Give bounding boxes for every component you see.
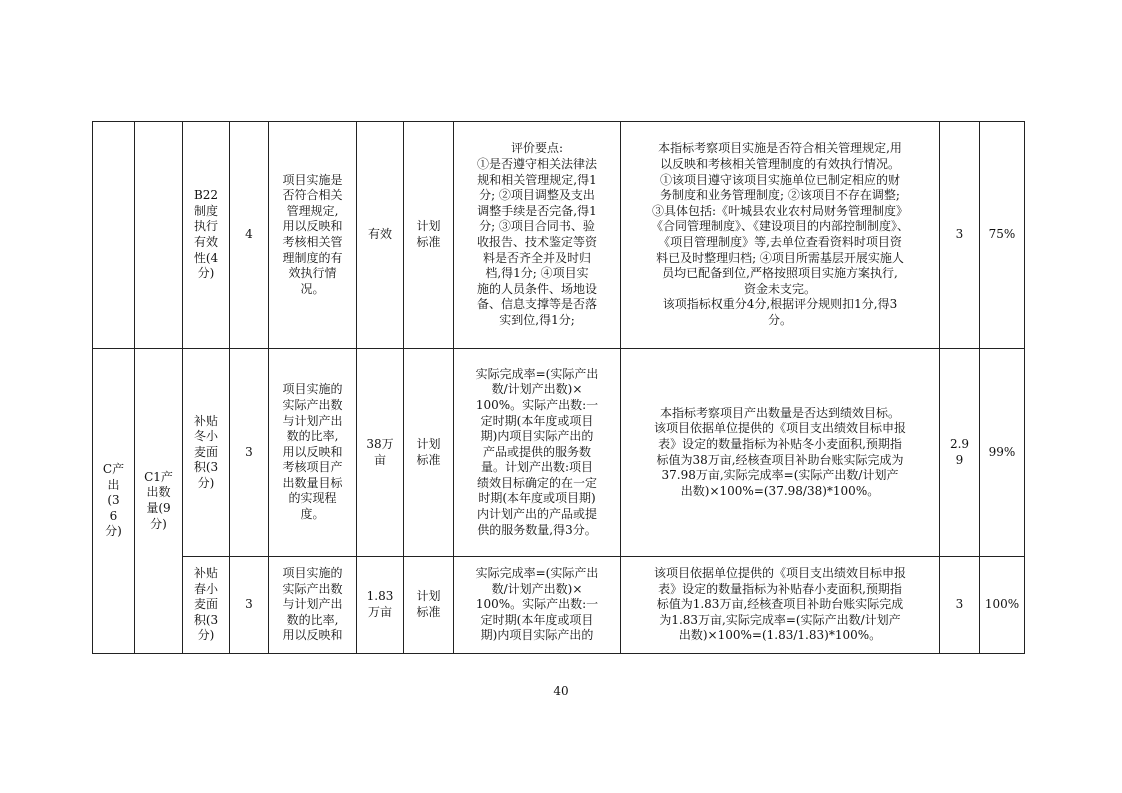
- indicator-meaning-cell: 项目实施的 实际产出数 与计划产出 数的比率, 用以反映和 考核项目产 出数量目标 的实现程 度。: [269, 349, 357, 557]
- target-value-cell: 38万 亩: [357, 349, 404, 557]
- target-value-cell: 1.83 万亩: [357, 557, 404, 654]
- basis-cell: 计划 标准: [404, 557, 454, 654]
- score-cell: 3: [940, 122, 980, 349]
- empty-level1-cell: [93, 122, 135, 349]
- analysis-cell: 本指标考察项目产出数量是否达到绩效目标。 该项目依据单位提供的《项目支出绩效目标申报 表》设定的数量指标为补贴冬小麦面积,预期指 标值为38万亩,经核查项目补助台账实际完成为 37.98万亩,实际完成率=(实际产出数/计划产 出数)×100%=(37.98/38)*100%。: [621, 349, 940, 557]
- indicator-code-cell: 补贴 冬小 麦面 积(3 分): [183, 349, 230, 557]
- weight-cell: 3: [230, 349, 269, 557]
- weight-cell: 4: [230, 122, 269, 349]
- weight-cell: 3: [230, 557, 269, 654]
- target-value-cell: 有效: [357, 122, 404, 349]
- indicator-code-cell: 补贴 春小 麦面 积(3 分): [183, 557, 230, 654]
- level1-indicator-cell: C产 出 (3 6 分): [93, 349, 135, 654]
- table-row: [93, 122, 1025, 349]
- criteria-cell: 实际完成率=(实际产出 数/计划产出数)× 100%。实际产出数:一 定时期(本年度或项目 期)内项目实际产出的 产品或提供的服务数 量。计划产出数:项目 绩效目标确定的在一定 时期(本年度或项目期) 内计划产出的产品或提 供的服务数量,得3分。: [454, 349, 621, 557]
- criteria-cell: 实际完成率=(实际产出 数/计划产出数)× 100%。实际产出数:一 定时期(本年度或项目 期)内项目实际产出的: [454, 557, 621, 654]
- indicator-code-cell: B22 制度 执行 有效 性(4 分): [183, 122, 230, 349]
- rate-cell: 99%: [980, 349, 1025, 557]
- score-cell: 3: [940, 557, 980, 654]
- page-number: 40: [553, 684, 569, 698]
- empty-level2-cell: [135, 122, 183, 349]
- table-row: [93, 557, 1025, 654]
- score-cell: 2.9 9: [940, 349, 980, 557]
- basis-cell: 计划 标准: [404, 349, 454, 557]
- rate-cell: 100%: [980, 557, 1025, 654]
- criteria-cell: 评价要点: ①是否遵守相关法律法 规和相关管理规定,得1 分; ②项目调整及支出 调整手续是否完备,得1 分; ③项目合同书、验 收报告、技术鉴定等资 料是否齐全并及时归 档,得1分; ④项目实 施的人员条件、场地设 备、信息支撑等是否落 实到位,得1分;: [454, 122, 621, 349]
- level2-indicator-cell: C1产 出数 量(9 分): [135, 349, 183, 654]
- rate-cell: 75%: [980, 122, 1025, 349]
- table-row: [93, 349, 1025, 557]
- indicator-meaning-cell: 项目实施是 否符合相关 管理规定, 用以反映和 考核相关管 理制度的有 效执行情 况。: [269, 122, 357, 349]
- basis-cell: 计划 标准: [404, 122, 454, 349]
- evaluation-table: [92, 121, 1025, 654]
- analysis-cell: 本指标考察项目实施是否符合相关管理规定,用 以反映和考核相关管理制度的有效执行情况。 ①该项目遵守该项目实施单位已制定相应的财 务制度和业务管理制度; ②该项目不存在调整; ③具体包括:《叶城县农业农村局财务管理制度》 《合同管理制度》、《建设项目的内部控制制度》、 《项目管理制度》等,去单位查看资料时项目资 料已及时整理归档; ④项目所需基层开展实施人 员均已配备到位,严格按照项目实施方案执行, 资金未支完。 该项指标权重分4分,根据评分规则扣1分,得3 分。: [621, 122, 940, 349]
- indicator-meaning-cell: 项目实施的 实际产出数 与计划产出 数的比率, 用以反映和: [269, 557, 357, 654]
- analysis-cell: 该项目依据单位提供的《项目支出绩效目标申报 表》设定的数量指标为补贴春小麦面积,预期指 标值为1.83万亩,经核查项目补助台账实际完成 为1.83万亩,实际完成率=(实际产出数/计划产 出数)×100%=(1.83/1.83)*100%。: [621, 557, 940, 654]
